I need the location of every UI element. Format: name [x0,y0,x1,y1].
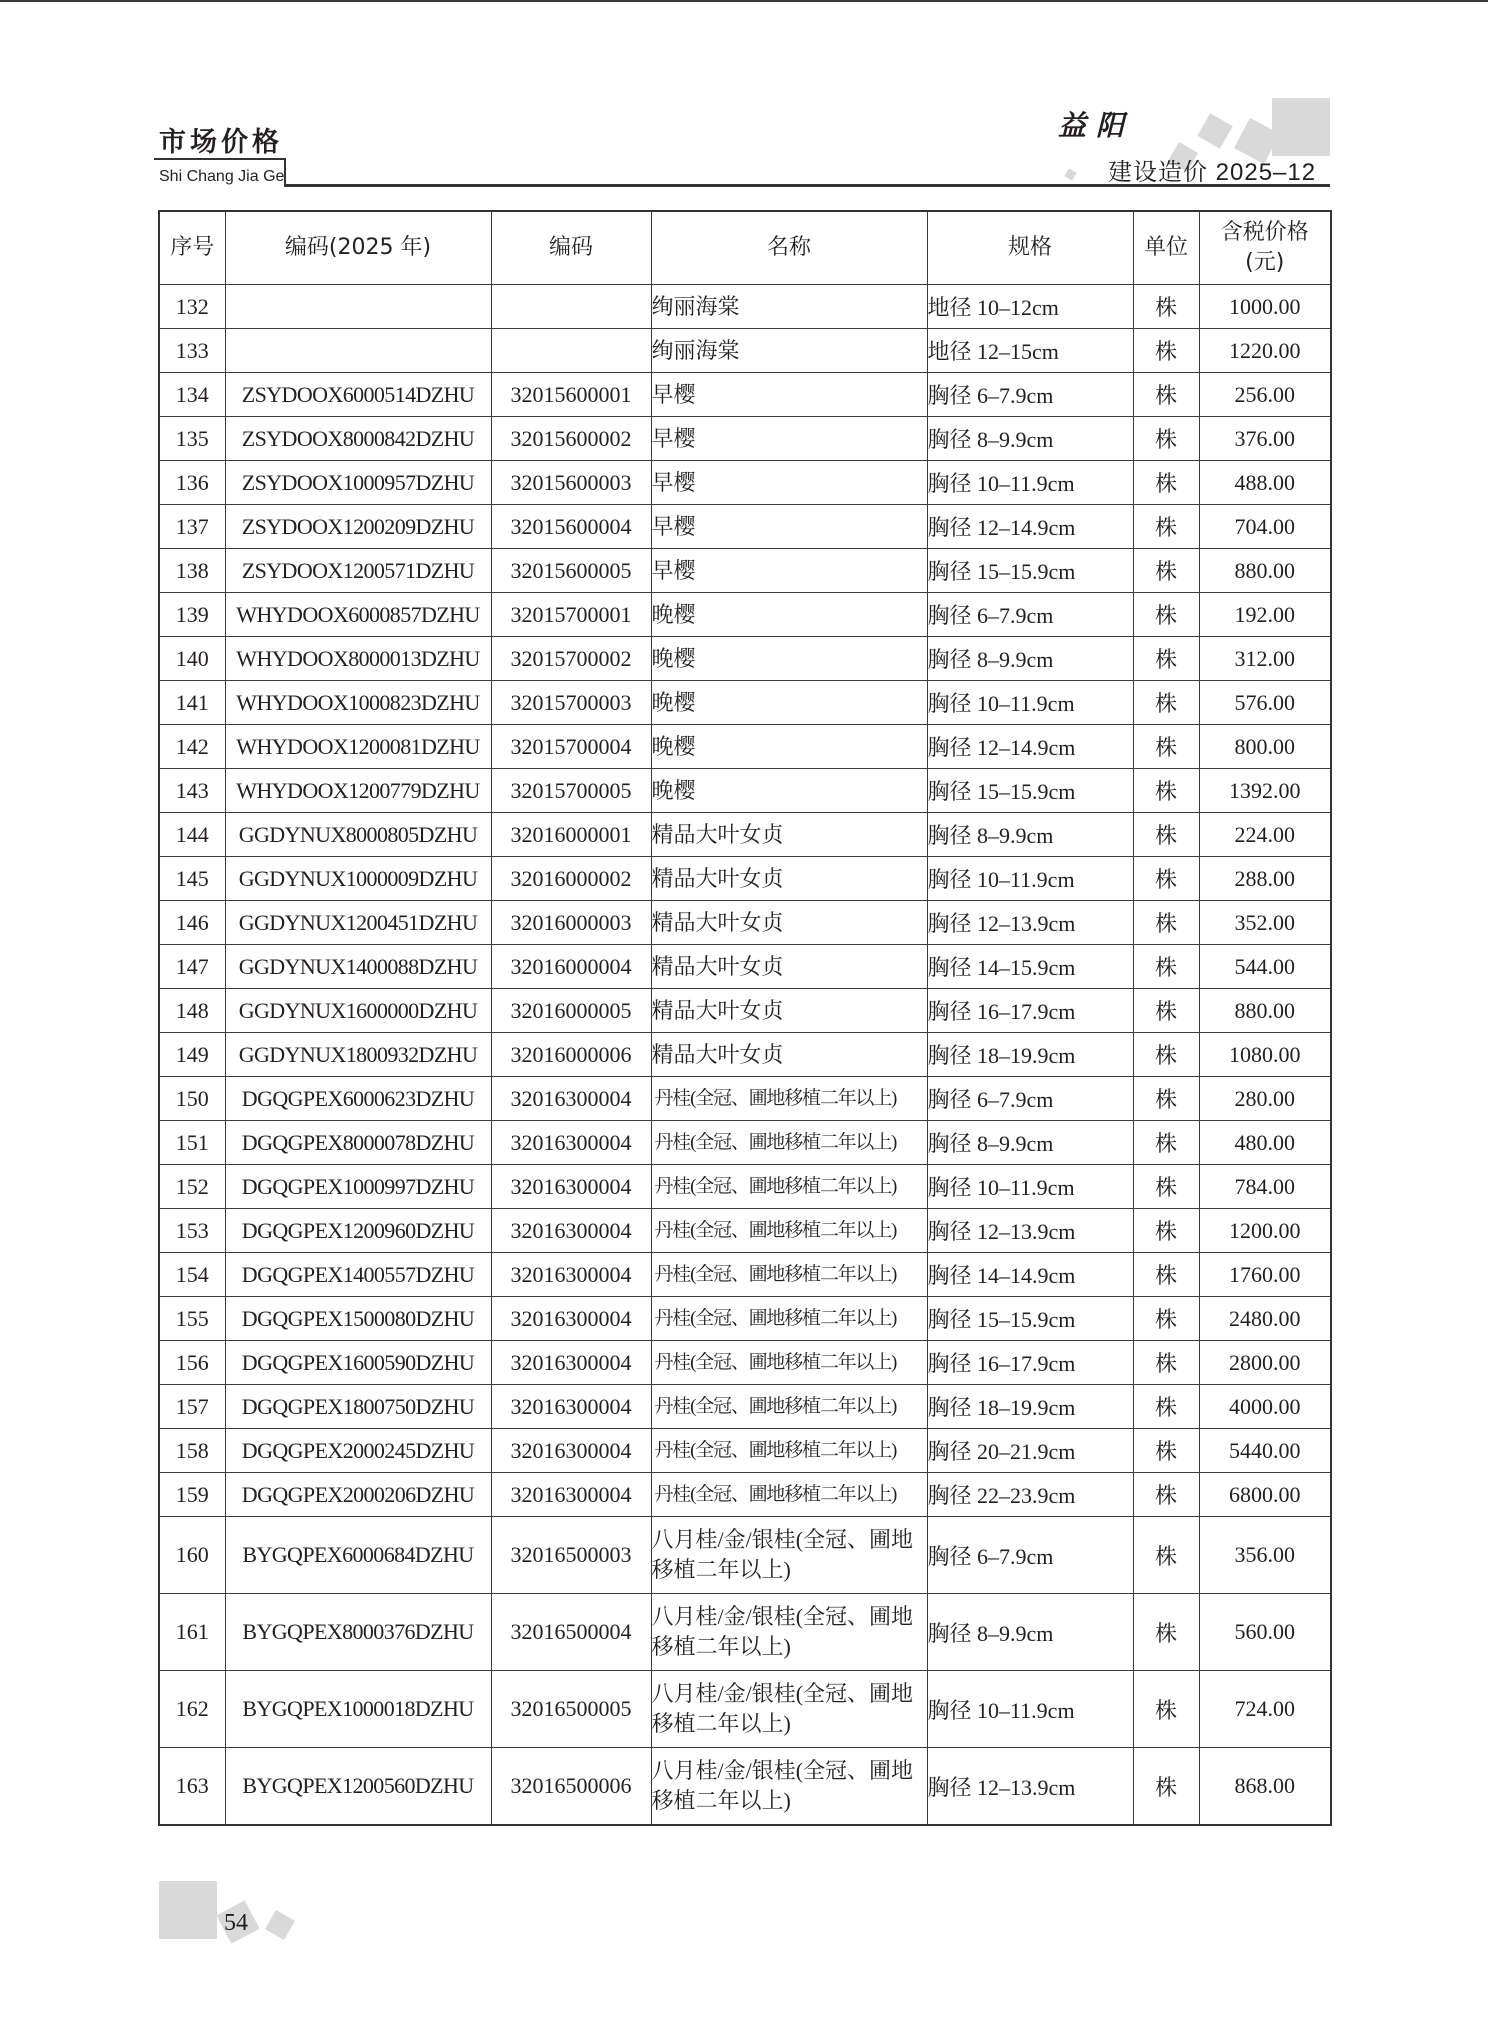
cell-no: 141 [159,681,225,725]
column-header-code2025: 编码(2025 年) [225,211,491,285]
cell-code2025 [225,285,491,329]
cell-price: 312.00 [1199,637,1331,681]
cell-spec: 胸径 10–11.9cm [927,1671,1133,1748]
cell-price: 288.00 [1199,857,1331,901]
cell-price: 480.00 [1199,1121,1331,1165]
column-header-no: 序号 [159,211,225,285]
table-row [159,1341,1331,1385]
cell-code2025: ZSYDOOX1200571DZHU [225,549,491,593]
cell-code: 32015700005 [491,769,651,813]
price-table [158,210,1332,1826]
cell-code: 32016500005 [491,1671,651,1748]
cell-name: 绚丽海棠 [651,285,927,329]
cell-no: 145 [159,857,225,901]
cell-code2025: DGQGPEX2000206DZHU [225,1473,491,1517]
cell-unit: 株 [1133,681,1199,725]
cell-spec: 胸径 18–19.9cm [927,1385,1133,1429]
cell-spec: 胸径 16–17.9cm [927,989,1133,1033]
cell-unit: 株 [1133,1517,1199,1594]
cell-no: 161 [159,1594,225,1671]
table-row [159,725,1331,769]
cell-spec: 胸径 8–9.9cm [927,1594,1133,1671]
cell-code: 32016500004 [491,1594,651,1671]
cell-code2025: BYGQPEX8000376DZHU [225,1594,491,1671]
cell-unit: 株 [1133,461,1199,505]
cell-unit: 株 [1133,549,1199,593]
cell-name: 精品大叶女贞 [651,945,927,989]
table-row [159,769,1331,813]
cell-code2025: ZSYDOOX8000842DZHU [225,417,491,461]
cell-no: 152 [159,1165,225,1209]
cell-spec: 胸径 6–7.9cm [927,593,1133,637]
cell-no: 151 [159,1121,225,1165]
cell-name: 早樱 [651,549,927,593]
top-border-rule [0,0,1488,2]
cell-code: 32015600004 [491,505,651,549]
cell-price: 4000.00 [1199,1385,1331,1429]
cell-name: 丹桂(全冠、圃地移植二年以上) [651,1077,927,1121]
cell-price: 352.00 [1199,901,1331,945]
cell-code2025: GGDYNUX8000805DZHU [225,813,491,857]
cell-code2025: DGQGPEX1000997DZHU [225,1165,491,1209]
cell-code: 32016000002 [491,857,651,901]
cell-price: 868.00 [1199,1748,1331,1826]
cell-code2025: DGQGPEX1800750DZHU [225,1385,491,1429]
cell-price: 280.00 [1199,1077,1331,1121]
cell-no: 155 [159,1297,225,1341]
cell-unit: 株 [1133,989,1199,1033]
table-row [159,285,1331,329]
decorative-square-rotated [1197,113,1233,149]
cell-spec: 胸径 22–23.9cm [927,1473,1133,1517]
city-name: 益阳 [1058,109,1135,142]
cell-name: 丹桂(全冠、圃地移植二年以上) [651,1297,927,1341]
cell-code: 32015600005 [491,549,651,593]
cell-name: 精品大叶女贞 [651,989,927,1033]
cell-spec: 胸径 10–11.9cm [927,1165,1133,1209]
cell-code2025: ZSYDOOX1000957DZHU [225,461,491,505]
cell-spec: 胸径 12–13.9cm [927,1748,1133,1826]
table-row [159,1033,1331,1077]
table-row [159,637,1331,681]
cell-code: 32016500006 [491,1748,651,1826]
cell-code: 32015700001 [491,593,651,637]
cell-spec: 胸径 8–9.9cm [927,637,1133,681]
cell-spec: 胸径 8–9.9cm [927,1121,1133,1165]
cell-unit: 株 [1133,593,1199,637]
cell-unit: 株 [1133,1385,1199,1429]
table-row [159,1253,1331,1297]
cell-code2025: BYGQPEX1000018DZHU [225,1671,491,1748]
cell-spec: 胸径 8–9.9cm [927,813,1133,857]
cell-no: 148 [159,989,225,1033]
cell-code: 32016300004 [491,1429,651,1473]
cell-no: 137 [159,505,225,549]
cell-code2025: BYGQPEX1200560DZHU [225,1748,491,1826]
cell-price: 880.00 [1199,549,1331,593]
cell-spec: 胸径 8–9.9cm [927,417,1133,461]
cell-spec: 胸径 20–21.9cm [927,1429,1133,1473]
cell-code: 32015700002 [491,637,651,681]
table-row [159,329,1331,373]
cell-code: 32016300004 [491,1165,651,1209]
cell-spec: 胸径 6–7.9cm [927,1077,1133,1121]
cell-code: 32016000005 [491,989,651,1033]
cell-no: 139 [159,593,225,637]
cell-no: 138 [159,549,225,593]
column-header-code: 编码 [491,211,651,285]
cell-name: 丹桂(全冠、圃地移植二年以上) [651,1385,927,1429]
table-row [159,549,1331,593]
cell-name: 精品大叶女贞 [651,857,927,901]
cell-name: 丹桂(全冠、圃地移植二年以上) [651,1473,927,1517]
cell-no: 132 [159,285,225,329]
cell-code: 32016300004 [491,1341,651,1385]
cell-no: 149 [159,1033,225,1077]
cell-price: 880.00 [1199,989,1331,1033]
cell-code: 32016000003 [491,901,651,945]
cell-name: 精品大叶女贞 [651,901,927,945]
cell-name: 精品大叶女贞 [651,813,927,857]
cell-price: 1392.00 [1199,769,1331,813]
cell-code [491,329,651,373]
cell-no: 136 [159,461,225,505]
cell-name: 丹桂(全冠、圃地移植二年以上) [651,1341,927,1385]
cell-code: 32016300004 [491,1077,651,1121]
cell-unit: 株 [1133,1748,1199,1826]
page-number: 54 [224,1910,248,1936]
table-row [159,1594,1331,1671]
cell-unit: 株 [1133,1473,1199,1517]
cell-code: 32016000004 [491,945,651,989]
table-row [159,1748,1331,1826]
cell-name: 八月桂/金/银桂(全冠、圃地移植二年以上) [651,1671,927,1748]
cell-name: 早樱 [651,417,927,461]
cell-no: 158 [159,1429,225,1473]
cell-unit: 株 [1133,1209,1199,1253]
cell-code2025: WHYDOOX6000857DZHU [225,593,491,637]
cell-code2025: DGQGPEX1200960DZHU [225,1209,491,1253]
cell-price: 224.00 [1199,813,1331,857]
cell-name: 早樱 [651,461,927,505]
table-row [159,417,1331,461]
cell-unit: 株 [1133,945,1199,989]
table-row [159,901,1331,945]
cell-price: 1000.00 [1199,285,1331,329]
cell-code: 32016300004 [491,1385,651,1429]
cell-price: 544.00 [1199,945,1331,989]
publication-issue: 建设造价 2025–12 [1108,159,1317,186]
cell-unit: 株 [1133,373,1199,417]
cell-code2025: DGQGPEX1600590DZHU [225,1341,491,1385]
cell-no: 160 [159,1517,225,1594]
cell-code [491,285,651,329]
cell-name: 丹桂(全冠、圃地移植二年以上) [651,1121,927,1165]
cell-name: 丹桂(全冠、圃地移植二年以上) [651,1165,927,1209]
table-row [159,1077,1331,1121]
table-row [159,1385,1331,1429]
table-row [159,857,1331,901]
table-row [159,681,1331,725]
cell-unit: 株 [1133,1165,1199,1209]
cell-no: 140 [159,637,225,681]
cell-no: 154 [159,1253,225,1297]
cell-code2025: GGDYNUX1000009DZHU [225,857,491,901]
cell-unit: 株 [1133,637,1199,681]
cell-unit: 株 [1133,1253,1199,1297]
cell-name: 丹桂(全冠、圃地移植二年以上) [651,1429,927,1473]
cell-no: 135 [159,417,225,461]
cell-code: 32016300004 [491,1473,651,1517]
cell-code2025 [225,329,491,373]
cell-spec: 胸径 15–15.9cm [927,769,1133,813]
cell-price: 6800.00 [1199,1473,1331,1517]
cell-spec: 胸径 15–15.9cm [927,549,1133,593]
cell-name: 丹桂(全冠、圃地移植二年以上) [651,1253,927,1297]
cell-name: 晚樱 [651,725,927,769]
table-row [159,1297,1331,1341]
cell-price: 376.00 [1199,417,1331,461]
table-row [159,1429,1331,1473]
cell-price: 560.00 [1199,1594,1331,1671]
cell-unit: 株 [1133,1121,1199,1165]
cell-price: 724.00 [1199,1671,1331,1748]
table-row [159,593,1331,637]
decorative-square-footer-small [265,1910,295,1940]
decorative-square-footer [159,1881,217,1939]
cell-no: 147 [159,945,225,989]
cell-code2025: DGQGPEX1400557DZHU [225,1253,491,1297]
cell-code2025: ZSYDOOX6000514DZHU [225,373,491,417]
cell-spec: 胸径 10–11.9cm [927,857,1133,901]
column-header-unit: 单位 [1133,211,1199,285]
cell-code: 32015600001 [491,373,651,417]
table-row [159,373,1331,417]
cell-code: 32015600002 [491,417,651,461]
cell-code2025: WHYDOOX1200779DZHU [225,769,491,813]
cell-no: 153 [159,1209,225,1253]
cell-code: 32016300004 [491,1253,651,1297]
cell-unit: 株 [1133,857,1199,901]
cell-code2025: DGQGPEX8000078DZHU [225,1121,491,1165]
cell-name: 晚樱 [651,637,927,681]
cell-unit: 株 [1133,1341,1199,1385]
cell-price: 1080.00 [1199,1033,1331,1077]
cell-no: 134 [159,373,225,417]
cell-price: 192.00 [1199,593,1331,637]
table-row [159,989,1331,1033]
table-body [159,285,1331,1826]
cell-code2025: ZSYDOOX1200209DZHU [225,505,491,549]
cell-name: 精品大叶女贞 [651,1033,927,1077]
cell-code: 32016000001 [491,813,651,857]
cell-price: 1200.00 [1199,1209,1331,1253]
cell-code2025: DGQGPEX2000245DZHU [225,1429,491,1473]
cell-unit: 株 [1133,505,1199,549]
cell-code2025: GGDYNUX1800932DZHU [225,1033,491,1077]
cell-price: 488.00 [1199,461,1331,505]
cell-code2025: BYGQPEX6000684DZHU [225,1517,491,1594]
cell-price: 5440.00 [1199,1429,1331,1473]
cell-unit: 株 [1133,1429,1199,1473]
cell-code2025: DGQGPEX1500080DZHU [225,1297,491,1341]
cell-price: 704.00 [1199,505,1331,549]
table-row [159,813,1331,857]
table-row [159,1517,1331,1594]
cell-unit: 株 [1133,1671,1199,1748]
cell-name: 早樱 [651,373,927,417]
cell-unit: 株 [1133,329,1199,373]
cell-code: 32016500003 [491,1517,651,1594]
table-header-row [159,211,1331,285]
cell-spec: 胸径 14–14.9cm [927,1253,1133,1297]
cell-name: 晚樱 [651,593,927,637]
cell-price: 2800.00 [1199,1341,1331,1385]
table-row [159,1209,1331,1253]
cell-spec: 胸径 10–11.9cm [927,461,1133,505]
cell-code: 32016300004 [491,1297,651,1341]
cell-spec: 胸径 12–14.9cm [927,725,1133,769]
cell-no: 156 [159,1341,225,1385]
cell-spec: 胸径 15–15.9cm [927,1297,1133,1341]
cell-code2025: DGQGPEX6000623DZHU [225,1077,491,1121]
cell-name: 丹桂(全冠、圃地移植二年以上) [651,1209,927,1253]
cell-code2025: WHYDOOX1000823DZHU [225,681,491,725]
cell-unit: 株 [1133,417,1199,461]
cell-code2025: WHYDOOX1200081DZHU [225,725,491,769]
cell-name: 晚樱 [651,681,927,725]
cell-code2025: GGDYNUX1600000DZHU [225,989,491,1033]
cell-name: 晚樱 [651,769,927,813]
cell-no: 162 [159,1671,225,1748]
cell-spec: 地径 10–12cm [927,285,1133,329]
cell-unit: 株 [1133,1033,1199,1077]
cell-unit: 株 [1133,1594,1199,1671]
cell-name: 八月桂/金/银桂(全冠、圃地移植二年以上) [651,1748,927,1826]
cell-no: 144 [159,813,225,857]
cell-code: 32016300004 [491,1209,651,1253]
header-rule-left [154,158,285,160]
cell-unit: 株 [1133,1077,1199,1121]
cell-code2025: GGDYNUX1400088DZHU [225,945,491,989]
column-header-price: 含税价格(元) [1199,211,1331,285]
cell-spec: 胸径 14–15.9cm [927,945,1133,989]
cell-no: 150 [159,1077,225,1121]
column-header-spec: 规格 [927,211,1133,285]
decorative-square-large [1272,98,1330,156]
cell-no: 146 [159,901,225,945]
cell-no: 133 [159,329,225,373]
cell-price: 356.00 [1199,1517,1331,1594]
cell-unit: 株 [1133,725,1199,769]
cell-price: 784.00 [1199,1165,1331,1209]
cell-no: 142 [159,725,225,769]
cell-spec: 胸径 12–13.9cm [927,901,1133,945]
table-row [159,945,1331,989]
cell-name: 早樱 [651,505,927,549]
table-row [159,505,1331,549]
cell-unit: 株 [1133,1297,1199,1341]
cell-code: 32015700003 [491,681,651,725]
cell-spec: 胸径 12–14.9cm [927,505,1133,549]
cell-spec: 胸径 16–17.9cm [927,1341,1133,1385]
cell-price: 256.00 [1199,373,1331,417]
cell-unit: 株 [1133,813,1199,857]
cell-spec: 地径 12–15cm [927,329,1133,373]
cell-code: 32015600003 [491,461,651,505]
cell-unit: 株 [1133,769,1199,813]
table-row [159,1165,1331,1209]
cell-spec: 胸径 18–19.9cm [927,1033,1133,1077]
cell-unit: 株 [1133,285,1199,329]
cell-name: 绚丽海棠 [651,329,927,373]
cell-spec: 胸径 10–11.9cm [927,681,1133,725]
table-row [159,461,1331,505]
cell-price: 1760.00 [1199,1253,1331,1297]
table-row [159,1121,1331,1165]
table-row [159,1671,1331,1748]
table-row [159,1473,1331,1517]
cell-code: 32016300004 [491,1121,651,1165]
cell-spec: 胸径 12–13.9cm [927,1209,1133,1253]
cell-price: 1220.00 [1199,329,1331,373]
cell-spec: 胸径 6–7.9cm [927,373,1133,417]
cell-code2025: GGDYNUX1200451DZHU [225,901,491,945]
cell-no: 163 [159,1748,225,1826]
cell-unit: 株 [1133,901,1199,945]
cell-spec: 胸径 6–7.9cm [927,1517,1133,1594]
section-title-cn: 市场价格 [159,127,283,158]
cell-price: 800.00 [1199,725,1331,769]
cell-code: 32015700004 [491,725,651,769]
cell-name: 八月桂/金/银桂(全冠、圃地移植二年以上) [651,1517,927,1594]
cell-name: 八月桂/金/银桂(全冠、圃地移植二年以上) [651,1594,927,1671]
section-title-en: Shi Chang Jia Ge [159,168,285,185]
cell-no: 143 [159,769,225,813]
cell-price: 576.00 [1199,681,1331,725]
column-header-name: 名称 [651,211,927,285]
cell-no: 157 [159,1385,225,1429]
cell-code: 32016000006 [491,1033,651,1077]
cell-price: 2480.00 [1199,1297,1331,1341]
decorative-square-small [1064,168,1076,180]
cell-code2025: WHYDOOX8000013DZHU [225,637,491,681]
cell-no: 159 [159,1473,225,1517]
